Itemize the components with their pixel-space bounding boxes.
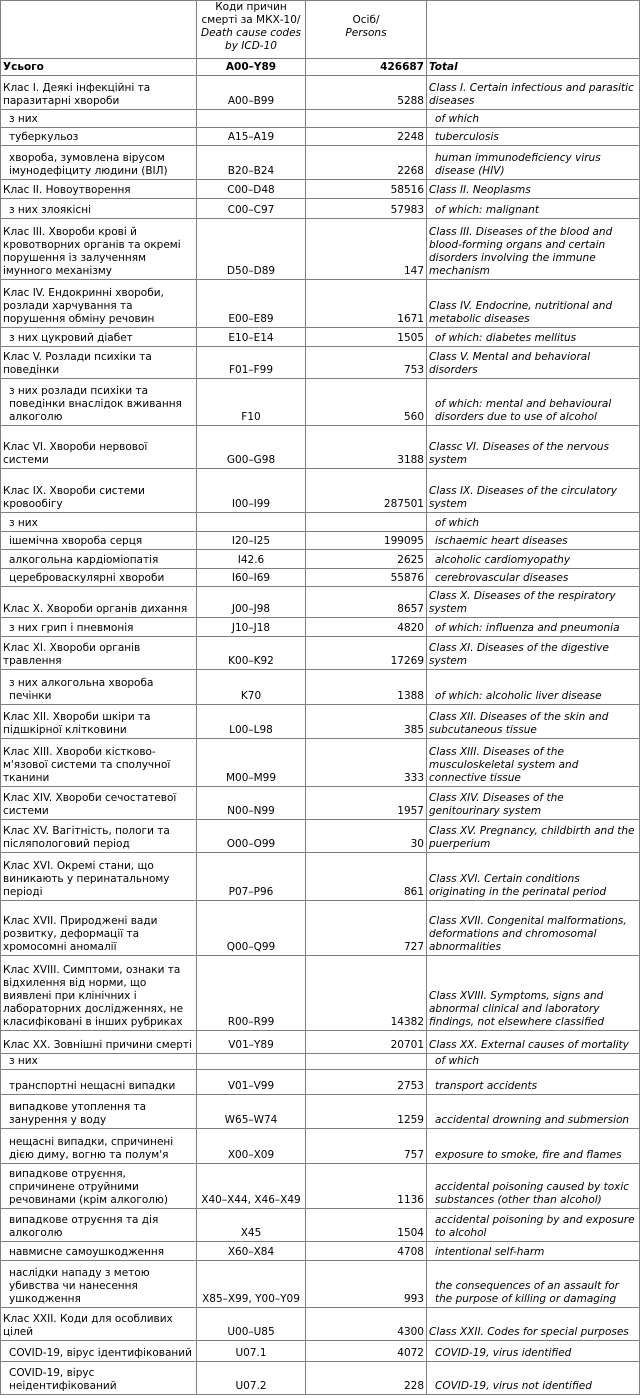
persons-value-cell: 147: [306, 219, 427, 280]
table-row: [1, 532, 640, 550]
cause-ua-cell: хвороба, зумовлена вірусом імунодефіциту людини (ВІЛ): [1, 146, 197, 180]
cause-en-cell: Class XIV. Diseases of the genitourinary system: [427, 787, 640, 820]
icd-code-cell: V01–V99: [197, 1070, 306, 1095]
persons-value-cell: [306, 1054, 427, 1070]
cause-ua-cell: з них розлади психіки та поведінки внаслідок вживання алкоголю: [1, 379, 197, 426]
table-row: [1, 1070, 640, 1095]
persons-value-cell: 426687: [306, 59, 427, 76]
persons-value-cell: 58516: [306, 180, 427, 199]
icd-code-cell: I42.6: [197, 550, 306, 569]
table-row: [1, 379, 640, 426]
cause-ua-cell: Клас XXII. Коди для особливих цілей: [1, 1308, 197, 1341]
table-row: [1, 280, 640, 328]
persons-value-cell: 4820: [306, 618, 427, 637]
persons-value-cell: 2248: [306, 128, 427, 146]
table-row: [1, 1308, 640, 1341]
cause-ua-cell: алкогольна кардіоміопатія: [1, 550, 197, 569]
table-row: [1, 1054, 640, 1070]
icd-code-cell: I60–I69: [197, 569, 306, 587]
persons-value-cell: 727: [306, 901, 427, 956]
cause-ua-cell: з них: [1, 513, 197, 532]
cause-ua-cell: цереброваскулярні хвороби: [1, 569, 197, 587]
persons-value-cell: 5288: [306, 76, 427, 110]
cause-ua-cell: транспортні нещасні випадки: [1, 1070, 197, 1095]
icd-code-cell: A00–Y89: [197, 59, 306, 76]
persons-value-cell: 333: [306, 739, 427, 787]
cause-en-cell: of which: influenza and pneumonia: [427, 618, 640, 637]
cause-en-cell: of which: [427, 110, 640, 128]
icd-code-cell: W65–W74: [197, 1095, 306, 1129]
icd-code-cell: J00–J98: [197, 587, 306, 618]
icd-code-cell: L00–L98: [197, 705, 306, 739]
table-row: [1, 550, 640, 569]
icd-code-cell: X85–X99, Y00–Y09: [197, 1261, 306, 1308]
icd-code-cell: [197, 1054, 306, 1070]
cause-ua-cell: з них: [1, 110, 197, 128]
icd-code-cell: U07.1: [197, 1341, 306, 1362]
cause-ua-cell: Клас IX. Хвороби системи кровообігу: [1, 469, 197, 513]
cause-en-cell: Class XXII. Codes for special purposes: [427, 1308, 640, 1341]
cause-en-cell: of which: [427, 1054, 640, 1070]
icd-code-cell: B20–B24: [197, 146, 306, 180]
icd-code-cell: F01–F99: [197, 347, 306, 379]
persons-value-cell: 199095: [306, 532, 427, 550]
icd-code-cell: N00–N99: [197, 787, 306, 820]
cause-en-cell: of which: diabetes mellitus: [427, 328, 640, 347]
table-row: [1, 1095, 640, 1129]
icd-code-cell: K70: [197, 670, 306, 705]
header-blank-cell: [1, 1, 197, 59]
cause-en-cell: Class X. Diseases of the respiratory system: [427, 587, 640, 618]
icd-code-cell: G00–G98: [197, 426, 306, 469]
cause-ua-cell: Усього: [1, 59, 197, 76]
cause-en-cell: Class XVIII. Symptoms, signs and abnormal clinical and laboratory findings, not elsewhere classified: [427, 956, 640, 1031]
cause-ua-cell: з них злоякісні: [1, 199, 197, 219]
table-row: [1, 328, 640, 347]
cause-en-cell: intentional self-harm: [427, 1242, 640, 1261]
icd-code-cell: D50–D89: [197, 219, 306, 280]
cause-en-cell: cerebrovascular diseases: [427, 569, 640, 587]
cause-en-cell: accidental poisoning by and exposure to alcohol: [427, 1209, 640, 1242]
icd-code-cell: J10–J18: [197, 618, 306, 637]
cause-en-cell: Class XVI. Certain conditions originating in the perinatal period: [427, 853, 640, 901]
table-row: [1, 146, 640, 180]
persons-value-cell: 20701: [306, 1031, 427, 1054]
icd-code-cell: A15–A19: [197, 128, 306, 146]
header-codes-en: Death cause codes by ICD-10: [200, 27, 301, 52]
persons-value-cell: 17269: [306, 637, 427, 670]
icd-code-cell: U07.2: [197, 1362, 306, 1395]
table-row: [1, 670, 640, 705]
table-row: [1, 199, 640, 219]
persons-value-cell: 57983: [306, 199, 427, 219]
persons-value-cell: 4300: [306, 1308, 427, 1341]
persons-value-cell: 1957: [306, 787, 427, 820]
icd-code-cell: Q00–Q99: [197, 901, 306, 956]
persons-value-cell: 3188: [306, 426, 427, 469]
cause-ua-cell: з них: [1, 1054, 197, 1070]
persons-value-cell: 1505: [306, 328, 427, 347]
icd-code-cell: C00–C97: [197, 199, 306, 219]
cause-en-cell: the consequences of an assault for the purpose of killing or damaging: [427, 1261, 640, 1308]
table-row: [1, 469, 640, 513]
cause-ua-cell: Клас XVIII. Симптоми, ознаки та відхилення від норми, що виявлені при клінічних і лабораторних дослідженнях, не класифіковані в інших рубриках: [1, 956, 197, 1031]
cause-en-cell: of which: alcoholic liver disease: [427, 670, 640, 705]
persons-value-cell: 2625: [306, 550, 427, 569]
header-blank-cell-right: [427, 1, 640, 59]
persons-value-cell: 8657: [306, 587, 427, 618]
cause-en-cell: Classc VI. Diseases of the nervous system: [427, 426, 640, 469]
cause-en-cell: transport accidents: [427, 1070, 640, 1095]
cause-en-cell: COVID-19, virus not identified: [427, 1362, 640, 1395]
table-row: [1, 739, 640, 787]
persons-value-cell: 385: [306, 705, 427, 739]
table-row: [1, 1341, 640, 1362]
cause-en-cell: accidental drowning and submersion: [427, 1095, 640, 1129]
icd-code-cell: M00–M99: [197, 739, 306, 787]
cause-ua-cell: Клас XX. Зовнішні причини смерті: [1, 1031, 197, 1054]
icd-code-cell: O00–O99: [197, 820, 306, 853]
persons-value-cell: 14382: [306, 956, 427, 1031]
icd-code-cell: A00–B99: [197, 76, 306, 110]
cause-ua-cell: Клас II. Новоутворення: [1, 180, 197, 199]
header-persons-cell: [306, 1, 427, 59]
table-row: [1, 128, 640, 146]
cause-en-cell: tuberculosis: [427, 128, 640, 146]
cause-en-cell: Class XIII. Diseases of the musculoskeletal system and connective tissue: [427, 739, 640, 787]
icd-code-cell: I00–I99: [197, 469, 306, 513]
persons-value-cell: 753: [306, 347, 427, 379]
icd-code-cell: [197, 513, 306, 532]
cause-ua-cell: Клас III. Хвороби крові й кровотворних органів та окремі порушення із залученням імунного механізму: [1, 219, 197, 280]
table-row: [1, 1209, 640, 1242]
cause-ua-cell: з них алкогольна хвороба печінки: [1, 670, 197, 705]
table-row: [1, 637, 640, 670]
cause-ua-cell: туберкульоз: [1, 128, 197, 146]
cause-en-cell: Class I. Certain infectious and parasitic diseases: [427, 76, 640, 110]
cause-ua-cell: випадкове отруєння та дія алкоголю: [1, 1209, 197, 1242]
cause-en-cell: alcoholic cardiomyopathy: [427, 550, 640, 569]
cause-en-cell: ischaemic heart diseases: [427, 532, 640, 550]
cause-ua-cell: нещасні випадки, спричинені дією диму, вогню та полум'я: [1, 1129, 197, 1164]
cause-ua-cell: Клас XV. Вагітність, пологи та післяпологовий період: [1, 820, 197, 853]
table-body: [1, 59, 640, 1395]
persons-value-cell: 1671: [306, 280, 427, 328]
cause-ua-cell: COVID-19, вірус неідентифікований: [1, 1362, 197, 1395]
persons-value-cell: 1504: [306, 1209, 427, 1242]
cause-en-cell: of which: [427, 513, 640, 532]
persons-value-cell: 757: [306, 1129, 427, 1164]
icd-code-cell: V01–Y89: [197, 1031, 306, 1054]
icd-code-cell: X60–X84: [197, 1242, 306, 1261]
persons-value-cell: [306, 513, 427, 532]
cause-ua-cell: з них грип і пневмонія: [1, 618, 197, 637]
persons-value-cell: 560: [306, 379, 427, 426]
cause-en-cell: Class IV. Endocrine, nutritional and metabolic diseases: [427, 280, 640, 328]
icd-code-cell: K00–K92: [197, 637, 306, 670]
cause-en-cell: Class V. Mental and behavioral disorders: [427, 347, 640, 379]
table-row: [1, 1362, 640, 1395]
cause-en-cell: exposure to smoke, fire and flames: [427, 1129, 640, 1164]
cause-en-cell: Class II. Neoplasms: [427, 180, 640, 199]
cause-ua-cell: Клас XVII. Природжені вади розвитку, деформації та хромосомні аномалії: [1, 901, 197, 956]
icd-code-cell: C00–D48: [197, 180, 306, 199]
persons-value-cell: 30: [306, 820, 427, 853]
cause-ua-cell: Клас XVI. Окремі стани, що виникають у перинатальному періоді: [1, 853, 197, 901]
persons-value-cell: 1388: [306, 670, 427, 705]
cause-ua-cell: навмисне самоушкодження: [1, 1242, 197, 1261]
persons-value-cell: 861: [306, 853, 427, 901]
table-row: [1, 59, 640, 76]
cause-en-cell: accidental poisoning caused by toxic substances (other than alcohol): [427, 1164, 640, 1209]
persons-value-cell: 1136: [306, 1164, 427, 1209]
cause-ua-cell: Клас XI. Хвороби органів травлення: [1, 637, 197, 670]
table-row: [1, 618, 640, 637]
cause-ua-cell: Клас XIV. Хвороби сечостатевої системи: [1, 787, 197, 820]
persons-value-cell: 4072: [306, 1341, 427, 1362]
cause-ua-cell: наслідки нападу з метою убивства чи нанесення ушкодження: [1, 1261, 197, 1308]
table-row: [1, 1164, 640, 1209]
persons-value-cell: 287501: [306, 469, 427, 513]
table-row: [1, 956, 640, 1031]
table-row: [1, 1129, 640, 1164]
persons-value-cell: 993: [306, 1261, 427, 1308]
table-row: [1, 180, 640, 199]
header-row: [1, 1, 640, 59]
table-row: [1, 705, 640, 739]
icd-code-cell: [197, 110, 306, 128]
cause-en-cell: Class XX. External causes of mortality: [427, 1031, 640, 1054]
cause-en-cell: of which: malignant: [427, 199, 640, 219]
table-row: [1, 587, 640, 618]
header-codes-ua: Коди причин смерті за МКХ-10/: [201, 1, 301, 26]
table-row: [1, 820, 640, 853]
persons-value-cell: 1259: [306, 1095, 427, 1129]
table-row: [1, 1242, 640, 1261]
cause-ua-cell: з них цукровий діабет: [1, 328, 197, 347]
cause-ua-cell: Клас XIII. Хвороби кістково-м'язової системи та сполучної тканини: [1, 739, 197, 787]
table-row: [1, 347, 640, 379]
cause-en-cell: Class XI. Diseases of the digestive system: [427, 637, 640, 670]
icd-code-cell: X45: [197, 1209, 306, 1242]
cause-ua-cell: Клас VI. Хвороби нервової системи: [1, 426, 197, 469]
table-row: [1, 901, 640, 956]
cause-en-cell: Class XVII. Congenital malformations, deformations and chromosomal abnormalities: [427, 901, 640, 956]
persons-value-cell: 2268: [306, 146, 427, 180]
cause-en-cell: COVID-19, virus identified: [427, 1341, 640, 1362]
table-row: [1, 853, 640, 901]
table-row: [1, 569, 640, 587]
icd-code-cell: P07–P96: [197, 853, 306, 901]
table-row: [1, 426, 640, 469]
cause-ua-cell: Клас V. Розлади психіки та поведінки: [1, 347, 197, 379]
table-row: [1, 110, 640, 128]
icd-code-cell: U00–U85: [197, 1308, 306, 1341]
cause-ua-cell: COVID-19, вірус ідентифікований: [1, 1341, 197, 1362]
table-row: [1, 1031, 640, 1054]
cause-ua-cell: Клас I. Деякі інфекційні та паразитарні хвороби: [1, 76, 197, 110]
table-row: [1, 513, 640, 532]
persons-value-cell: [306, 110, 427, 128]
icd-code-cell: R00–R99: [197, 956, 306, 1031]
cause-en-cell: Class XV. Pregnancy, childbirth and the puerperium: [427, 820, 640, 853]
icd-code-cell: E00–E89: [197, 280, 306, 328]
cause-ua-cell: випадкове отруєння, спричинене отруйними речовинами (крім алкоголю): [1, 1164, 197, 1209]
table-row: [1, 219, 640, 280]
cause-ua-cell: Клас IV. Ендокринні хвороби, розлади харчування та порушення обміну речовин: [1, 280, 197, 328]
icd-code-cell: E10–E14: [197, 328, 306, 347]
icd-code-cell: F10: [197, 379, 306, 426]
cause-ua-cell: ішемічна хвороба серця: [1, 532, 197, 550]
cause-en-cell: human immunodeficiency virus disease (HIV): [427, 146, 640, 180]
cause-en-cell: Class IX. Diseases of the circulatory system: [427, 469, 640, 513]
icd-code-cell: X00–X09: [197, 1129, 306, 1164]
persons-value-cell: 2753: [306, 1070, 427, 1095]
persons-value-cell: 55876: [306, 569, 427, 587]
cause-en-cell: Total: [427, 59, 640, 76]
cause-en-cell: Class XII. Diseases of the skin and subcutaneous tissue: [427, 705, 640, 739]
header-codes-cell: [197, 1, 306, 59]
cause-en-cell: Class III. Diseases of the blood and blood-forming organs and certain disorders involving the immune mechanism: [427, 219, 640, 280]
icd-code-cell: I20–I25: [197, 532, 306, 550]
icd-code-cell: X40–X44, X46–X49: [197, 1164, 306, 1209]
cause-ua-cell: випадкове утоплення та занурення у воду: [1, 1095, 197, 1129]
header-persons-en: Persons: [345, 27, 387, 39]
header-persons-ua: Осіб/: [352, 14, 380, 26]
cause-en-cell: of which: mental and behavioural disorders due to use of alcohol: [427, 379, 640, 426]
table-row: [1, 76, 640, 110]
table-row: [1, 787, 640, 820]
persons-value-cell: 4708: [306, 1242, 427, 1261]
persons-value-cell: 228: [306, 1362, 427, 1395]
cause-ua-cell: Клас X. Хвороби органів дихання: [1, 587, 197, 618]
table-row: [1, 1261, 640, 1308]
cause-ua-cell: Клас XII. Хвороби шкіри та підшкірної клітковини: [1, 705, 197, 739]
